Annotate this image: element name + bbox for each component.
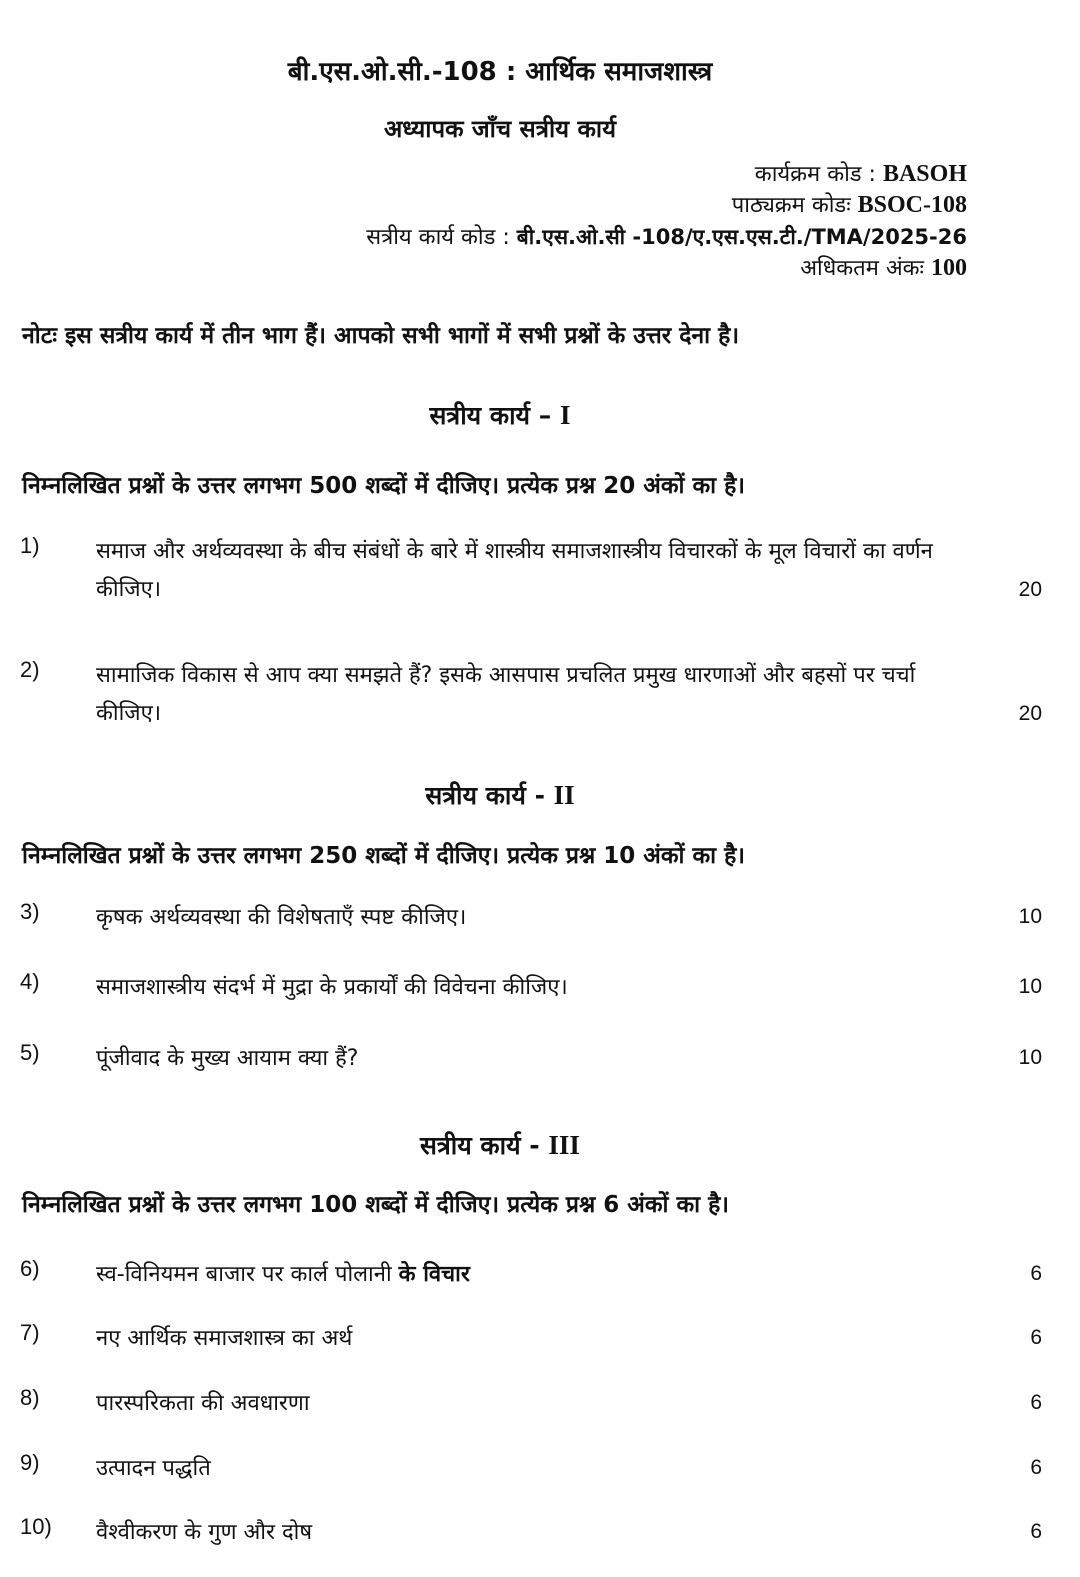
course-code-label: पाठ्यक्रम कोडः [731, 193, 851, 218]
question-marks: 6 [1030, 1326, 1042, 1349]
question-text: उत्पादन पद्धति [96, 1456, 211, 1481]
programme-code-label: कार्यक्रम कोड : [754, 162, 876, 187]
question-text: सामाजिक विकास से आप क्या समझते हैं? इसके आसपास प्रचलित प्रमुख धारणाओं और बहसों पर चर्चा कीजिए। [96, 663, 916, 726]
question-marks: 10 [1018, 1046, 1042, 1069]
question-text: नए आर्थिक समाजशास्त्र का अर्थ [96, 1326, 353, 1351]
question-text-bold: के विचार [398, 1262, 470, 1287]
section-roman-numeral: I [559, 400, 571, 430]
question-number: 3) [20, 899, 40, 924]
question-marks: 6 [1030, 1456, 1042, 1479]
question-marks: 10 [1018, 905, 1042, 928]
assignment-note: नोटः इस सत्रीय कार्य में तीन भाग हैं। आपको सभी भागों में सभी प्रश्नों के उत्तर देना है। [22, 323, 740, 349]
max-marks-value: 100 [931, 255, 967, 281]
question-number: 10) [20, 1514, 52, 1539]
programme-code-line [755, 158, 967, 188]
max-marks-line [800, 252, 967, 282]
question-marks: 20 [1018, 578, 1042, 601]
section-instruction: निम्नलिखित प्रश्नों के उत्तर लगभग 100 शब्दों में दीजिए। प्रत्येक प्रश्न 6 अंकों का है। [22, 1192, 730, 1218]
section-heading-label: सत्रीय कार्य - [425, 781, 545, 810]
question-text [96, 1256, 946, 1294]
section-instruction: निम्नलिखित प्रश्नों के उत्तर लगभग 250 शब्दों में दीजिए। प्रत्येक प्रश्न 10 अंकों का है। [22, 843, 746, 869]
section-heading [0, 1128, 1000, 1162]
document-subtitle: अध्यापक जाँच सत्रीय कार्य [383, 115, 617, 143]
question-number: 2) [20, 657, 40, 682]
document-title: बी.एस.ओ.सी.-108 : आर्थिक समाजशास्त्र [287, 57, 713, 87]
section-roman-numeral: III [548, 1130, 580, 1160]
course-code-line [732, 189, 967, 219]
assignment-code-value-hindi: बी.एस.ओ.सी -108 [516, 225, 685, 249]
assignment-code-value-suffix: /ए.एस.एस.टी./TMA/2025-26 [684, 225, 967, 249]
question-number: 9) [20, 1450, 40, 1475]
question-marks: 20 [1018, 702, 1042, 725]
question-text: समाजशास्त्रीय संदर्भ में मुद्रा के प्रकार्यों की विवेचना कीजिए। [96, 975, 568, 1000]
question-text: समाज और अर्थव्यवस्था के बीच संबंधों के बारे में शास्त्रीय समाजशास्त्रीय विचारकों के मूल विचारों का वर्णन कीजिए। [96, 539, 933, 602]
question-number: 7) [20, 1320, 40, 1345]
assignment-code-line [366, 221, 967, 251]
course-code-value: BSOC-108 [857, 192, 967, 218]
question-marks: 6 [1030, 1520, 1042, 1543]
question-number: 4) [20, 969, 40, 994]
max-marks-label: अधिकतम अंकः [800, 256, 924, 281]
section-heading-label: सत्रीय कार्य - [420, 1131, 540, 1160]
section-roman-numeral: II [553, 780, 575, 810]
question-text: पारस्परिकता की अवधारणा [96, 1391, 310, 1416]
question-number: 8) [20, 1385, 40, 1410]
question-marks: 6 [1030, 1391, 1042, 1414]
section-instruction: निम्नलिखित प्रश्नों के उत्तर लगभग 500 शब्दों में दीजिए। प्रत्येक प्रश्न 20 अंकों का है। [22, 473, 746, 499]
assignment-code-label: सत्रीय कार्य कोड : [366, 225, 510, 250]
programme-code-value: BASOH [882, 161, 967, 187]
section-heading [0, 778, 1000, 812]
question-marks: 6 [1030, 1262, 1042, 1285]
question-number: 1) [20, 533, 40, 558]
question-text: पूंजीवाद के मुख्य आयाम क्या हैं? [96, 1046, 359, 1071]
section-heading-label: सत्रीय कार्य – [429, 401, 552, 430]
question-number: 6) [20, 1256, 40, 1281]
question-text: वैश्वीकरण के गुण और दोष [96, 1520, 313, 1545]
question-text-regular: स्व-विनियमन बाजार पर कार्ल पोलानी [96, 1262, 392, 1287]
question-marks: 10 [1018, 975, 1042, 998]
question-text: कृषक अर्थव्यवस्था की विशेषताएँ स्पष्ट कीजिए। [96, 905, 467, 930]
question-number: 5) [20, 1040, 40, 1065]
section-heading [0, 398, 1000, 432]
